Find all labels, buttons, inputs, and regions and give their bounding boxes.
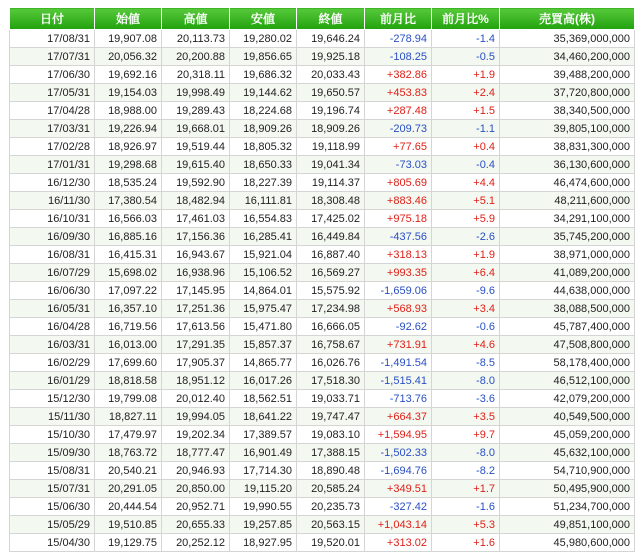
cell-date: 17/04/28: [10, 102, 95, 120]
cell-high: 17,905.37: [162, 354, 230, 372]
cell-high: 17,145.95: [162, 282, 230, 300]
cell-change: +1,043.14: [365, 516, 432, 534]
cell-change-pct: -8.0: [432, 444, 500, 462]
cell-date: 17/03/31: [10, 120, 95, 138]
cell-high: 19,994.05: [162, 408, 230, 426]
table-row: [10, 462, 635, 480]
cell-open: 20,540.21: [95, 462, 162, 480]
cell-low: 18,224.68: [230, 102, 297, 120]
cell-date: 16/02/29: [10, 354, 95, 372]
cell-close: 20,563.15: [297, 516, 365, 534]
cell-volume: 54,710,900,000: [500, 462, 635, 480]
cell-open: 20,056.32: [95, 48, 162, 66]
cell-volume: 41,089,200,000: [500, 264, 635, 282]
table-row: [10, 102, 635, 120]
cell-open: 16,013.00: [95, 336, 162, 354]
cell-volume: 36,130,600,000: [500, 156, 635, 174]
cell-change: +349.51: [365, 480, 432, 498]
cell-low: 15,471.80: [230, 318, 297, 336]
cell-close: 16,026.76: [297, 354, 365, 372]
cell-open: 16,357.10: [95, 300, 162, 318]
cell-date: 15/05/29: [10, 516, 95, 534]
header-date[interactable]: 日付: [10, 8, 95, 30]
cell-high: 19,519.44: [162, 138, 230, 156]
cell-change-pct: +1.6: [432, 534, 500, 552]
cell-low: 18,909.26: [230, 120, 297, 138]
cell-close: 17,388.15: [297, 444, 365, 462]
cell-volume: 51,234,700,000: [500, 498, 635, 516]
cell-change-pct: +6.4: [432, 264, 500, 282]
cell-date: 15/08/31: [10, 462, 95, 480]
table-row: [10, 174, 635, 192]
cell-open: 19,907.08: [95, 30, 162, 48]
cell-close: 20,235.73: [297, 498, 365, 516]
cell-open: 16,885.16: [95, 228, 162, 246]
cell-low: 18,650.33: [230, 156, 297, 174]
cell-change-pct: -1.4: [432, 30, 500, 48]
table-row: [10, 426, 635, 444]
cell-change-pct: -0.4: [432, 156, 500, 174]
table-row: [10, 120, 635, 138]
cell-high: 19,202.34: [162, 426, 230, 444]
cell-high: 18,951.12: [162, 372, 230, 390]
cell-change: +993.35: [365, 264, 432, 282]
cell-high: 17,291.35: [162, 336, 230, 354]
cell-change-pct: +5.3: [432, 516, 500, 534]
cell-change-pct: -3.6: [432, 390, 500, 408]
cell-low: 16,554.83: [230, 210, 297, 228]
stock-monthly-table: [9, 7, 635, 552]
cell-close: 16,758.67: [297, 336, 365, 354]
cell-date: 16/11/30: [10, 192, 95, 210]
cell-low: 18,227.39: [230, 174, 297, 192]
cell-date: 16/01/29: [10, 372, 95, 390]
cell-change-pct: -8.2: [432, 462, 500, 480]
cell-volume: 38,971,000,000: [500, 246, 635, 264]
cell-low: 14,864.01: [230, 282, 297, 300]
cell-open: 18,535.24: [95, 174, 162, 192]
cell-volume: 42,079,200,000: [500, 390, 635, 408]
cell-low: 18,927.95: [230, 534, 297, 552]
cell-date: 16/05/31: [10, 300, 95, 318]
cell-open: 17,479.97: [95, 426, 162, 444]
cell-high: 20,952.71: [162, 498, 230, 516]
cell-volume: 45,632,100,000: [500, 444, 635, 462]
cell-close: 19,033.71: [297, 390, 365, 408]
table-row: [10, 48, 635, 66]
cell-high: 19,615.40: [162, 156, 230, 174]
cell-change-pct: +1.7: [432, 480, 500, 498]
cell-volume: 45,980,600,000: [500, 534, 635, 552]
cell-change: +975.18: [365, 210, 432, 228]
cell-close: 19,118.99: [297, 138, 365, 156]
cell-volume: 39,805,100,000: [500, 120, 635, 138]
cell-open: 19,154.03: [95, 84, 162, 102]
cell-change-pct: +0.4: [432, 138, 500, 156]
cell-volume: 34,460,200,000: [500, 48, 635, 66]
cell-low: 14,865.77: [230, 354, 297, 372]
cell-close: 18,308.48: [297, 192, 365, 210]
header-change[interactable]: 前月比: [365, 8, 432, 30]
cell-change: +731.91: [365, 336, 432, 354]
cell-volume: 38,831,300,000: [500, 138, 635, 156]
cell-date: 16/03/31: [10, 336, 95, 354]
header-open[interactable]: 始値: [95, 8, 162, 30]
cell-high: 18,482.94: [162, 192, 230, 210]
cell-change: +382.86: [365, 66, 432, 84]
table-row: [10, 390, 635, 408]
cell-change: +287.48: [365, 102, 432, 120]
cell-change: -209.73: [365, 120, 432, 138]
cell-change: +313.02: [365, 534, 432, 552]
table-row: [10, 444, 635, 462]
cell-date: 15/11/30: [10, 408, 95, 426]
cell-change-pct: +2.4: [432, 84, 500, 102]
cell-close: 17,425.02: [297, 210, 365, 228]
cell-volume: 34,291,100,000: [500, 210, 635, 228]
cell-volume: 58,178,400,000: [500, 354, 635, 372]
cell-close: 19,083.10: [297, 426, 365, 444]
cell-low: 16,901.49: [230, 444, 297, 462]
cell-open: 17,699.60: [95, 354, 162, 372]
cell-change-pct: -1.6: [432, 498, 500, 516]
cell-open: 19,692.16: [95, 66, 162, 84]
cell-change-pct: +4.4: [432, 174, 500, 192]
cell-high: 18,777.47: [162, 444, 230, 462]
cell-volume: 47,508,800,000: [500, 336, 635, 354]
cell-high: 19,668.01: [162, 120, 230, 138]
cell-volume: 40,549,500,000: [500, 408, 635, 426]
cell-open: 18,827.11: [95, 408, 162, 426]
cell-low: 16,111.81: [230, 192, 297, 210]
cell-close: 19,646.24: [297, 30, 365, 48]
cell-close: 19,114.37: [297, 174, 365, 192]
cell-volume: 35,745,200,000: [500, 228, 635, 246]
table-row: [10, 66, 635, 84]
cell-low: 15,106.52: [230, 264, 297, 282]
cell-change-pct: +5.1: [432, 192, 500, 210]
cell-date: 16/12/30: [10, 174, 95, 192]
cell-date: 15/10/30: [10, 426, 95, 444]
cell-volume: 39,488,200,000: [500, 66, 635, 84]
cell-change-pct: -0.6: [432, 318, 500, 336]
cell-low: 16,017.26: [230, 372, 297, 390]
cell-change: -73.03: [365, 156, 432, 174]
table-row: [10, 300, 635, 318]
cell-volume: 45,787,400,000: [500, 318, 635, 336]
cell-date: 17/07/31: [10, 48, 95, 66]
cell-close: 15,575.92: [297, 282, 365, 300]
table-row: [10, 480, 635, 498]
cell-close: 16,449.84: [297, 228, 365, 246]
table-row: [10, 516, 635, 534]
cell-low: 17,714.30: [230, 462, 297, 480]
cell-date: 16/08/31: [10, 246, 95, 264]
cell-low: 19,990.55: [230, 498, 297, 516]
cell-open: 17,380.54: [95, 192, 162, 210]
cell-close: 19,196.74: [297, 102, 365, 120]
cell-change: -1,491.54: [365, 354, 432, 372]
cell-volume: 50,495,900,000: [500, 480, 635, 498]
cell-change-pct: +3.4: [432, 300, 500, 318]
cell-change-pct: +5.9: [432, 210, 500, 228]
cell-volume: 35,369,000,000: [500, 30, 635, 48]
cell-close: 20,033.43: [297, 66, 365, 84]
cell-high: 17,251.36: [162, 300, 230, 318]
header-low[interactable]: 安値: [230, 8, 297, 30]
cell-change-pct: -9.6: [432, 282, 500, 300]
cell-high: 17,156.36: [162, 228, 230, 246]
header-change-pct[interactable]: 前月比%: [432, 8, 500, 30]
cell-high: 17,461.03: [162, 210, 230, 228]
cell-change: -92.62: [365, 318, 432, 336]
table-row: [10, 138, 635, 156]
table-body: [10, 30, 635, 552]
cell-close: 16,887.40: [297, 246, 365, 264]
cell-volume: 48,211,600,000: [500, 192, 635, 210]
cell-high: 20,318.11: [162, 66, 230, 84]
cell-change-pct: -0.5: [432, 48, 500, 66]
cell-low: 19,280.02: [230, 30, 297, 48]
stock-monthly-table-container: [9, 7, 635, 552]
cell-volume: 38,340,500,000: [500, 102, 635, 120]
cell-change: -437.56: [365, 228, 432, 246]
cell-close: 20,585.24: [297, 480, 365, 498]
cell-low: 19,115.20: [230, 480, 297, 498]
cell-high: 16,938.96: [162, 264, 230, 282]
cell-high: 20,012.40: [162, 390, 230, 408]
cell-change: +883.46: [365, 192, 432, 210]
cell-date: 16/10/31: [10, 210, 95, 228]
cell-open: 19,799.08: [95, 390, 162, 408]
cell-change: -1,659.06: [365, 282, 432, 300]
cell-volume: 44,638,000,000: [500, 282, 635, 300]
table-row: [10, 30, 635, 48]
cell-high: 20,113.73: [162, 30, 230, 48]
cell-high: 17,613.56: [162, 318, 230, 336]
cell-close: 19,520.01: [297, 534, 365, 552]
cell-open: 15,698.02: [95, 264, 162, 282]
cell-change-pct: -2.6: [432, 228, 500, 246]
header-close[interactable]: 終値: [297, 8, 365, 30]
cell-volume: 46,512,100,000: [500, 372, 635, 390]
header-volume[interactable]: 売買高(株): [500, 8, 635, 30]
cell-low: 19,257.85: [230, 516, 297, 534]
cell-change: +664.37: [365, 408, 432, 426]
cell-change: -713.76: [365, 390, 432, 408]
cell-low: 18,641.22: [230, 408, 297, 426]
cell-volume: 46,474,600,000: [500, 174, 635, 192]
cell-close: 19,747.47: [297, 408, 365, 426]
cell-open: 17,097.22: [95, 282, 162, 300]
cell-change: -1,694.76: [365, 462, 432, 480]
table-row: [10, 498, 635, 516]
cell-open: 20,444.54: [95, 498, 162, 516]
cell-low: 15,921.04: [230, 246, 297, 264]
cell-high: 20,946.93: [162, 462, 230, 480]
cell-high: 20,850.00: [162, 480, 230, 498]
cell-open: 19,129.75: [95, 534, 162, 552]
cell-high: 20,252.12: [162, 534, 230, 552]
cell-change-pct: -8.5: [432, 354, 500, 372]
cell-change-pct: +1.5: [432, 102, 500, 120]
cell-open: 19,226.94: [95, 120, 162, 138]
cell-high: 19,592.90: [162, 174, 230, 192]
cell-change: +805.69: [365, 174, 432, 192]
cell-close: 16,569.27: [297, 264, 365, 282]
cell-change: -278.94: [365, 30, 432, 48]
cell-low: 19,144.62: [230, 84, 297, 102]
cell-close: 17,518.30: [297, 372, 365, 390]
cell-high: 19,998.49: [162, 84, 230, 102]
cell-low: 17,389.57: [230, 426, 297, 444]
table-row: [10, 246, 635, 264]
cell-change: -1,502.33: [365, 444, 432, 462]
cell-close: 19,041.34: [297, 156, 365, 174]
cell-change: +453.83: [365, 84, 432, 102]
table-row: [10, 84, 635, 102]
cell-date: 15/09/30: [10, 444, 95, 462]
cell-high: 20,655.33: [162, 516, 230, 534]
cell-change: +1,594.95: [365, 426, 432, 444]
cell-volume: 45,059,200,000: [500, 426, 635, 444]
cell-low: 16,285.41: [230, 228, 297, 246]
cell-change-pct: +1.9: [432, 246, 500, 264]
table-row: [10, 282, 635, 300]
cell-change: +318.13: [365, 246, 432, 264]
cell-open: 16,719.56: [95, 318, 162, 336]
cell-open: 19,298.68: [95, 156, 162, 174]
cell-date: 16/06/30: [10, 282, 95, 300]
cell-change-pct: +4.6: [432, 336, 500, 354]
cell-date: 15/12/30: [10, 390, 95, 408]
table-row: [10, 354, 635, 372]
table-row: [10, 372, 635, 390]
cell-change-pct: +9.7: [432, 426, 500, 444]
table-row: [10, 192, 635, 210]
table-row: [10, 336, 635, 354]
cell-open: 18,763.72: [95, 444, 162, 462]
cell-date: 16/09/30: [10, 228, 95, 246]
cell-date: 15/04/30: [10, 534, 95, 552]
cell-change: +77.65: [365, 138, 432, 156]
table-row: [10, 264, 635, 282]
cell-change-pct: -1.1: [432, 120, 500, 138]
cell-open: 18,926.97: [95, 138, 162, 156]
cell-close: 19,650.57: [297, 84, 365, 102]
cell-date: 15/06/30: [10, 498, 95, 516]
cell-open: 19,510.85: [95, 516, 162, 534]
cell-change-pct: +1.9: [432, 66, 500, 84]
table-row: [10, 210, 635, 228]
header-high[interactable]: 高値: [162, 8, 230, 30]
cell-change-pct: -8.0: [432, 372, 500, 390]
cell-date: 15/07/31: [10, 480, 95, 498]
cell-close: 18,890.48: [297, 462, 365, 480]
cell-date: 16/04/28: [10, 318, 95, 336]
cell-open: 18,988.00: [95, 102, 162, 120]
cell-close: 16,666.05: [297, 318, 365, 336]
table-row: [10, 534, 635, 552]
cell-date: 17/02/28: [10, 138, 95, 156]
cell-date: 16/07/29: [10, 264, 95, 282]
cell-change: -1,515.41: [365, 372, 432, 390]
cell-volume: 49,851,100,000: [500, 516, 635, 534]
cell-low: 19,686.32: [230, 66, 297, 84]
cell-low: 15,975.47: [230, 300, 297, 318]
table-header-row: [10, 8, 635, 30]
cell-close: 17,234.98: [297, 300, 365, 318]
cell-low: 18,562.51: [230, 390, 297, 408]
cell-volume: 37,720,800,000: [500, 84, 635, 102]
cell-change: -327.42: [365, 498, 432, 516]
cell-high: 20,200.88: [162, 48, 230, 66]
cell-open: 16,566.03: [95, 210, 162, 228]
cell-open: 20,291.05: [95, 480, 162, 498]
cell-change-pct: +3.5: [432, 408, 500, 426]
cell-close: 18,909.26: [297, 120, 365, 138]
cell-change: +568.93: [365, 300, 432, 318]
cell-low: 19,856.65: [230, 48, 297, 66]
cell-open: 16,415.31: [95, 246, 162, 264]
cell-high: 19,289.43: [162, 102, 230, 120]
cell-volume: 38,088,500,000: [500, 300, 635, 318]
cell-high: 16,943.67: [162, 246, 230, 264]
cell-low: 15,857.37: [230, 336, 297, 354]
cell-date: 17/06/30: [10, 66, 95, 84]
cell-date: 17/01/31: [10, 156, 95, 174]
table-row: [10, 228, 635, 246]
table-row: [10, 156, 635, 174]
table-row: [10, 318, 635, 336]
cell-change: -108.25: [365, 48, 432, 66]
cell-open: 18,818.58: [95, 372, 162, 390]
cell-date: 17/08/31: [10, 30, 95, 48]
cell-close: 19,925.18: [297, 48, 365, 66]
cell-low: 18,805.32: [230, 138, 297, 156]
table-row: [10, 408, 635, 426]
cell-date: 17/05/31: [10, 84, 95, 102]
